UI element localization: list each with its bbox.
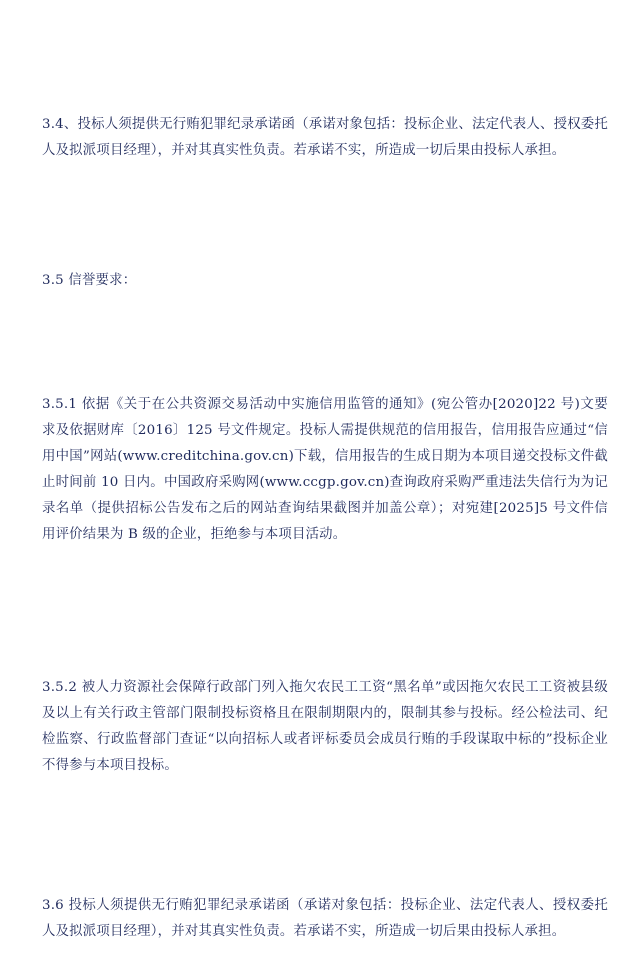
- paragraph-3-6: 3.6 投标人须提供无行贿犯罪纪录承诺函（承诺对象包括：投标企业、法定代表人、授权委托人及拟派项目经理），并对其真实性负责。若承诺不实，所造成一切后果由投标人承担。: [42, 898, 608, 939]
- heading-3-5-credit-requirements: 3.5 信誉要求：: [42, 273, 137, 288]
- paragraph-3-4: 3.4、投标人须提供无行贿犯罪纪录承诺函（承诺对象包括：投标企业、法定代表人、授权委托人及拟派项目经理），并对其真实性负责。若承诺不实，所造成一切后果由投标人承担。: [42, 117, 608, 158]
- paragraph-3-5-2: 3.5.2 被人力资源社会保障行政部门列入拖欠农民工工资“黑名单”或因拖欠农民工工资被县级及以上有关行政主管部门限制投标资格且在限制期限内的，限制其参与投标。经公检法司、纪检监察、行政监督部门查证“以向招标人或者评标委员会成员行贿的手段谋取中标的”投标企业不得参与本项目投标。: [42, 680, 608, 773]
- paragraph-3-5-1: 3.5.1 依据《关于在公共资源交易活动中实施信用监管的通知》(宛公管办[2020]22 号)文要求及依据财库〔2016〕125 号文件规定。投标人需提供规范的信用报告，信用报告应通过“信用中国”网站(www.creditchina.gov.cn)下载，信用报告的生成日期为本项目递交投标文件截止时间前 10 日内。中国政府采购网(www.ccgp.gov.cn)查询政府采购严重违法失信行为为记录名单（提供招标公告发布之后的网站查询结果截图并加盖公章）；对宛建[2025]5 号文件信用评价结果为 B 级的企业，拒绝参与本项目活动。: [42, 397, 608, 542]
